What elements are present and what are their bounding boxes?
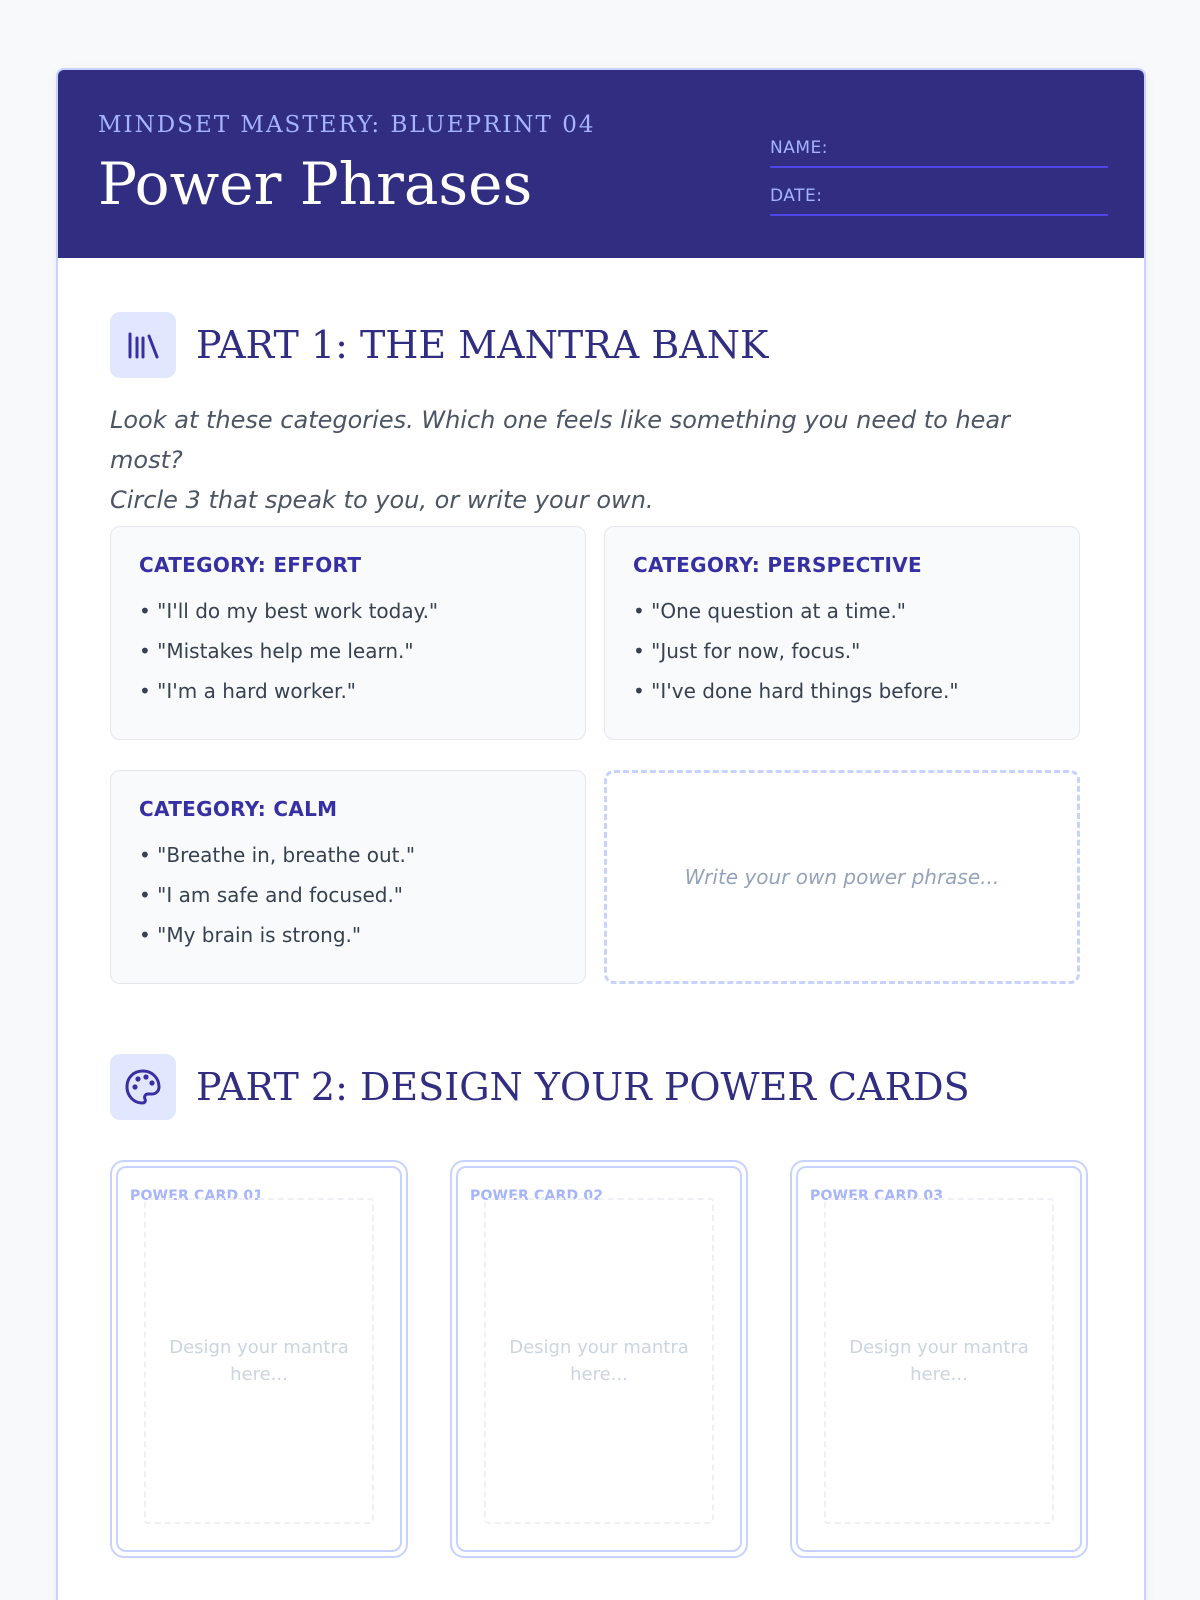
design-area[interactable]: [484, 1198, 714, 1524]
mantra-item[interactable]: • "Just for now, focus.": [633, 631, 1079, 671]
category-card-perspective: [604, 526, 1080, 740]
category-card-calm: [110, 770, 586, 984]
design-placeholder: Design your mantra here...: [509, 1337, 689, 1385]
own-phrase-placeholder: Write your own power phrase...: [684, 865, 1000, 889]
power-card[interactable]: [110, 1160, 408, 1558]
palette-icon: [110, 1054, 176, 1120]
part1-heading: [110, 312, 768, 378]
category-title: CATEGORY: PERSPECTIVE: [633, 553, 922, 577]
power-card-frame: [116, 1166, 402, 1552]
part2-title: PART 2: DESIGN YOUR POWER CARDS: [196, 1065, 970, 1109]
power-card[interactable]: [450, 1160, 748, 1558]
mantra-item[interactable]: • "I am safe and focused.": [139, 875, 585, 915]
worksheet-header: [58, 70, 1144, 258]
date-field[interactable]: [770, 188, 1108, 216]
series-label: MINDSET MASTERY: BLUEPRINT 04: [98, 112, 596, 138]
library-icon: [110, 312, 176, 378]
power-card-frame: [796, 1166, 1082, 1552]
date-label: DATE:: [770, 186, 823, 206]
design-area[interactable]: [824, 1198, 1054, 1524]
mantra-item[interactable]: • "I've done hard things before.": [633, 671, 1079, 711]
design-placeholder: Design your mantra here...: [849, 1337, 1029, 1385]
mantra-item[interactable]: • "I'll do my best work today.": [139, 591, 585, 631]
power-card-label: POWER CARD 01: [130, 1188, 264, 1204]
category-title: CATEGORY: EFFORT: [139, 553, 362, 577]
power-card-frame: [456, 1166, 742, 1552]
power-card[interactable]: [790, 1160, 1088, 1558]
worksheet: [56, 68, 1146, 1600]
mantra-item[interactable]: • "I'm a hard worker.": [139, 671, 585, 711]
part1-instructions: [110, 400, 1070, 520]
part1-title: PART 1: THE MANTRA BANK: [196, 323, 769, 367]
part2-heading: [110, 1054, 970, 1120]
mantra-item[interactable]: • "Mistakes help me learn.": [139, 631, 585, 671]
own-phrase-box[interactable]: [604, 770, 1080, 984]
name-field[interactable]: [770, 140, 1108, 168]
mantra-item[interactable]: • "Breathe in, breathe out.": [139, 835, 585, 875]
design-area[interactable]: [144, 1198, 374, 1524]
power-card-label: POWER CARD 02: [470, 1188, 604, 1204]
category-title: CATEGORY: CALM: [139, 797, 338, 821]
instruction-line: Circle 3 that speak to you, or write your own.: [110, 486, 654, 514]
page-title: Power Phrases: [98, 150, 533, 218]
design-placeholder: Design your mantra here...: [169, 1337, 349, 1385]
mantra-item[interactable]: • "One question at a time.": [633, 591, 1079, 631]
power-card-label: POWER CARD 03: [810, 1188, 944, 1204]
instruction-line: Look at these categories. Which one feels like something you need to hear most?: [110, 406, 1010, 474]
category-card-effort: [110, 526, 586, 740]
name-label: NAME:: [770, 138, 828, 158]
mantra-item[interactable]: • "My brain is strong.": [139, 915, 585, 955]
